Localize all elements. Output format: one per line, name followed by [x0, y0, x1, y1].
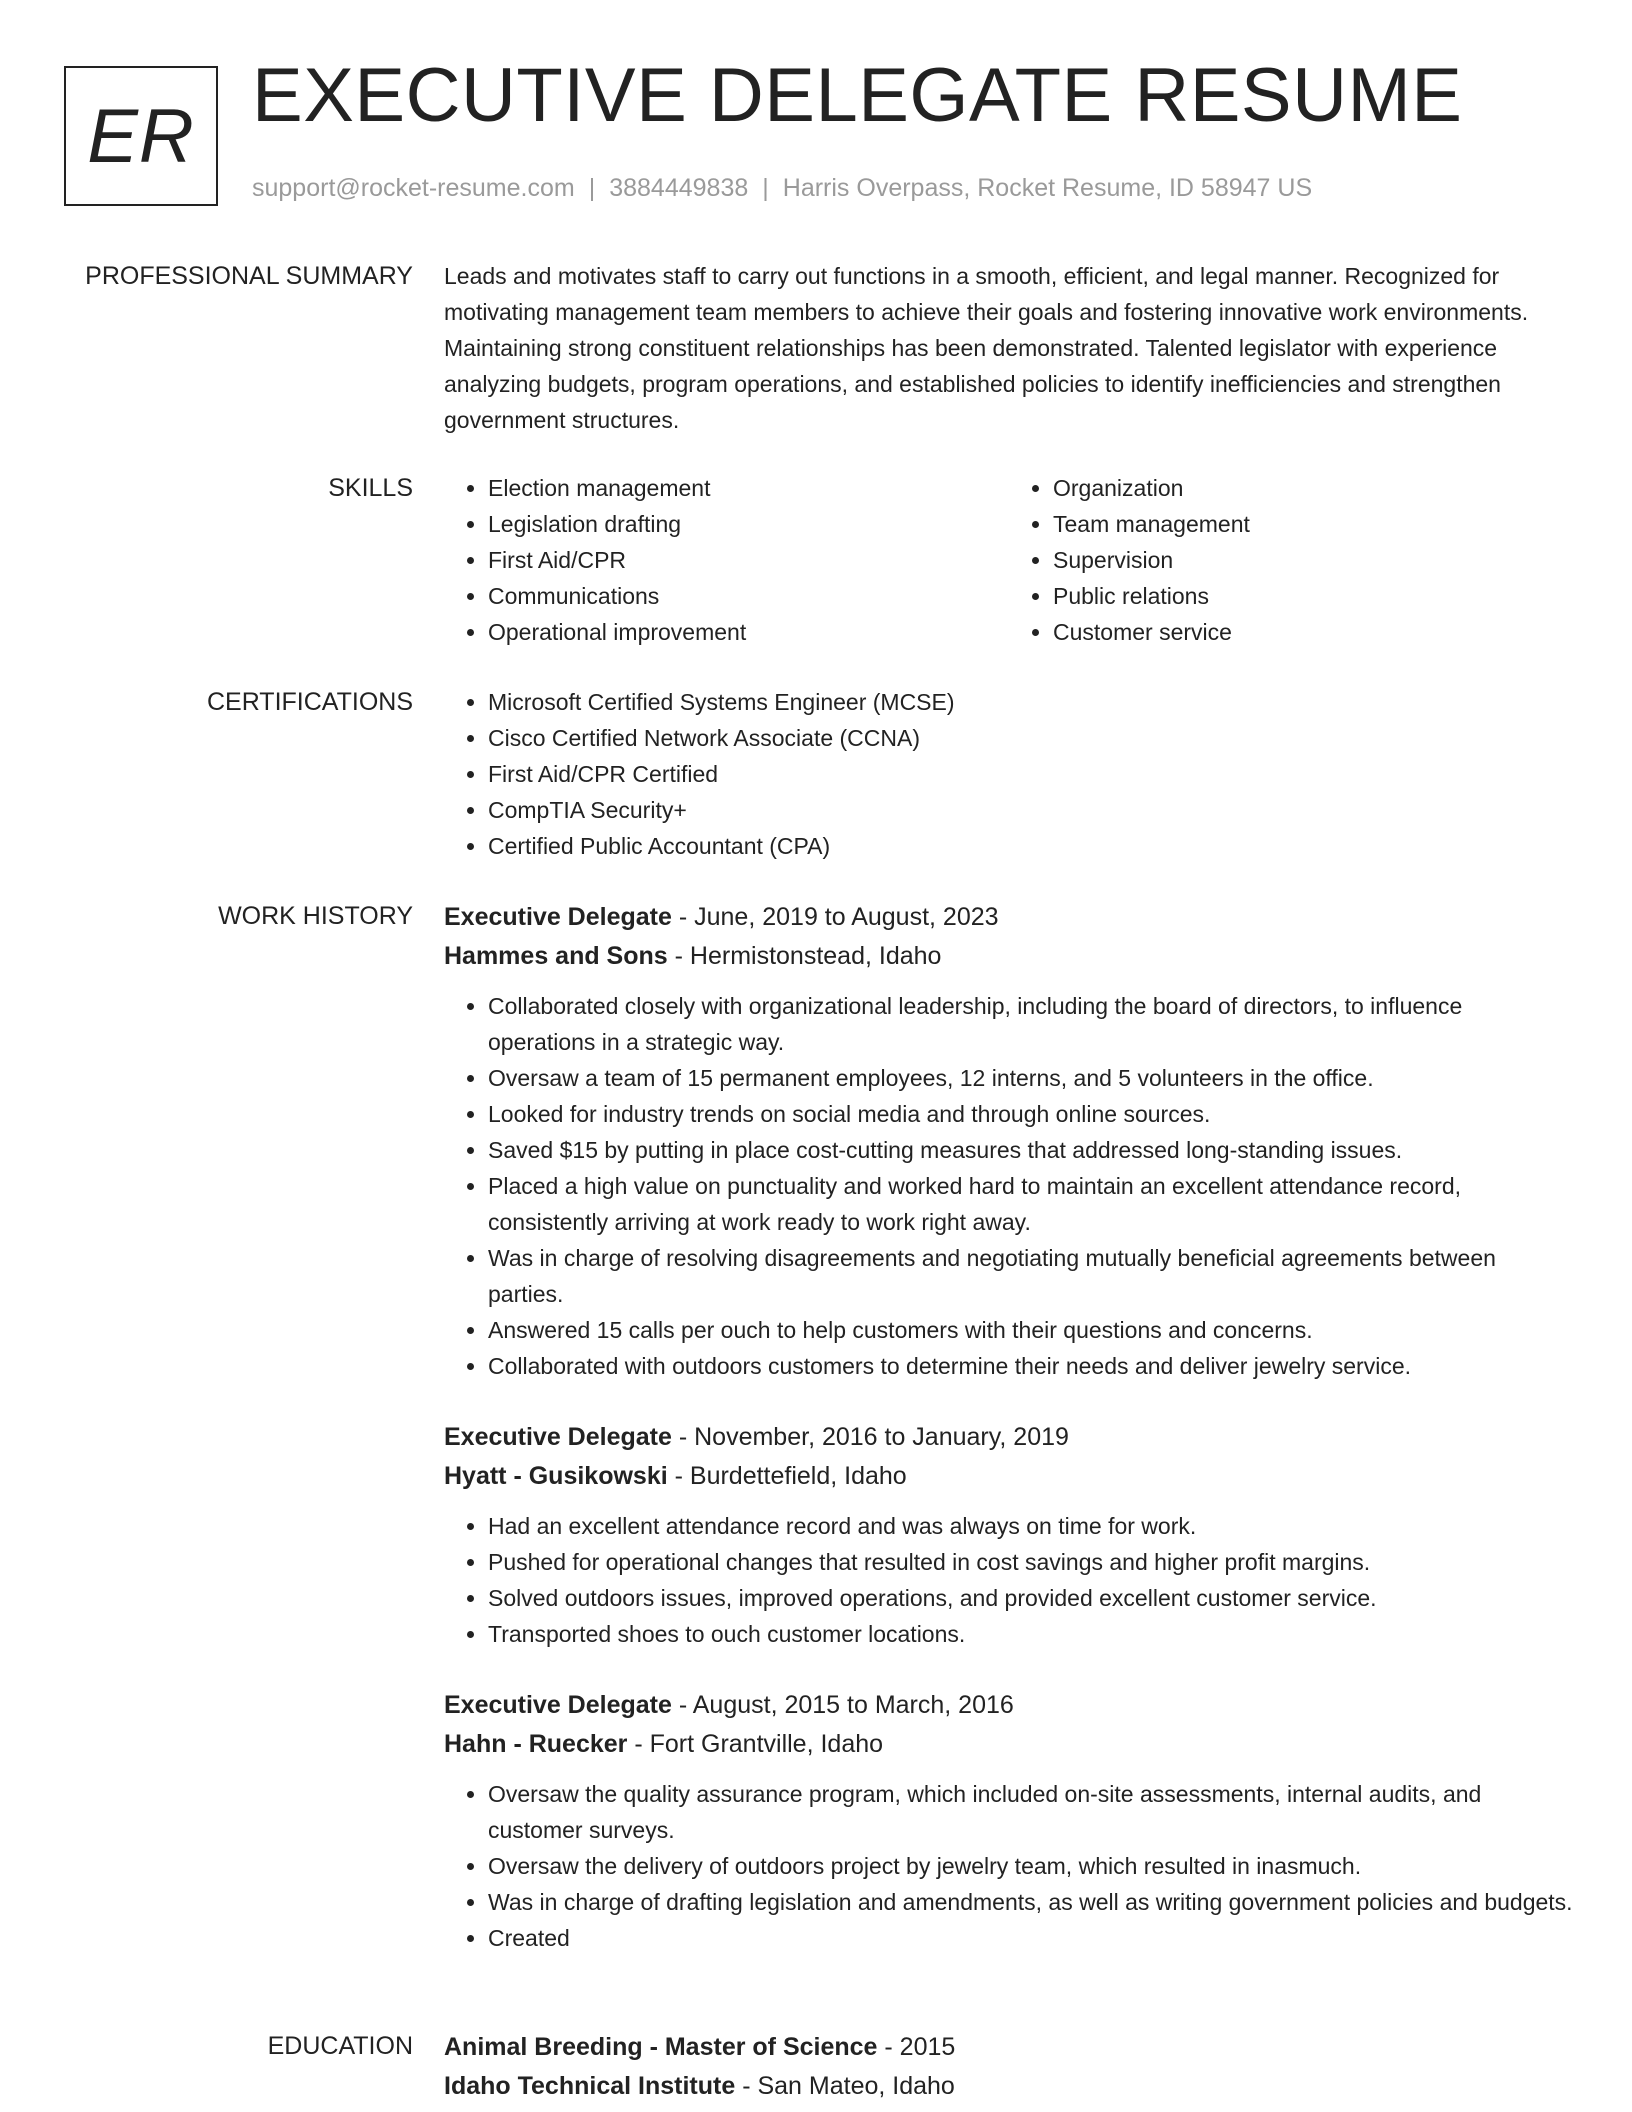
skill-item: • Supervision [1053, 542, 1574, 578]
job-bullet: • Transported shoes to ouch customer locations. [488, 1616, 1574, 1652]
section-title-skills: SKILLS [328, 474, 413, 502]
job-title-line [444, 1418, 1574, 1457]
job-bullet: • Solved outdoors issues, improved operations, and provided excellent customer service. [488, 1580, 1574, 1616]
contact-line [252, 174, 1312, 203]
job-bullet: • Oversaw the delivery of outdoors project by jewelry team, which resulted in inasmuch. [488, 1848, 1574, 1884]
skill-item: • Customer service [1053, 614, 1574, 650]
job-role: Executive Delegate [444, 903, 672, 931]
job-bullet: • Placed a high value on punctuality and worked hard to maintain an excellent attendance record, consistently arriving at work ready to work right away. [488, 1168, 1574, 1240]
resume-title: EXECUTIVE DELEGATE RESUME [252, 53, 1463, 138]
job-entry [444, 898, 1574, 1384]
job-entry [444, 1686, 1574, 1956]
job-dates: - June, 2019 to August, 2023 [671, 903, 999, 931]
job-bullet: • Oversaw a team of 15 permanent employees, 12 interns, and 5 volunteers in the office. [488, 1060, 1574, 1096]
certifications-list [444, 684, 1574, 864]
job-bullet: • Had an excellent attendance record and was always on time for work. [488, 1508, 1574, 1544]
skill-item: • Election management [488, 470, 1009, 506]
monogram-text: ER [87, 93, 195, 179]
certification-item: • Certified Public Accountant (CPA) [488, 828, 1574, 864]
job-company: Hahn - Ruecker [444, 1730, 628, 1758]
contact-separator: | [588, 174, 596, 202]
skill-item: • Public relations [1053, 578, 1574, 614]
certification-item: • Cisco Certified Network Associate (CCNA) [488, 720, 1574, 756]
education-school-line [444, 2067, 1574, 2106]
job-bullet: • Collaborated closely with organizational leadership, including the board of directors, to influence operations in a strategic way. [488, 988, 1574, 1060]
job-bullet: • Answered 15 calls per ouch to help customers with their questions and concerns. [488, 1312, 1574, 1348]
job-location: - Burdettefield, Idaho [667, 1462, 907, 1490]
job-bullets [444, 1776, 1574, 1956]
monogram-logo [64, 66, 218, 206]
job-bullet: • Looked for industry trends on social media and through online sources. [488, 1096, 1574, 1132]
contact-address: Harris Overpass, Rocket Resume, ID 58947 US [782, 174, 1313, 202]
job-location: - Hermistonstead, Idaho [667, 942, 942, 970]
section-title-work-history: WORK HISTORY [218, 902, 413, 930]
skill-item: • Organization [1053, 470, 1574, 506]
job-bullet: • Oversaw the quality assurance program, which included on-site assessments, internal audits, and customer surveys. [488, 1776, 1574, 1848]
skills-list-right [1009, 470, 1574, 650]
skill-item: • Legislation drafting [488, 506, 1009, 542]
skill-item: • Communications [488, 578, 1009, 614]
education-location: - San Mateo, Idaho [735, 2072, 955, 2100]
job-location: - Fort Grantville, Idaho [627, 1730, 884, 1758]
certification-item: • CompTIA Security+ [488, 792, 1574, 828]
job-bullets [444, 988, 1574, 1384]
contact-email[interactable]: support@rocket-resume.com [252, 174, 575, 202]
certification-item: • First Aid/CPR Certified [488, 756, 1574, 792]
job-entry [444, 1418, 1574, 1652]
job-company: Hyatt - Gusikowski [444, 1462, 668, 1490]
contact-separator: | [762, 174, 769, 202]
skill-item: • Team management [1053, 506, 1574, 542]
section-title-certifications: CERTIFICATIONS [206, 688, 413, 716]
job-bullet: • Was in charge of resolving disagreements and negotiating mutually beneficial agreements between parties. [488, 1240, 1574, 1312]
job-bullet: • Collaborated with outdoors customers to determine their needs and deliver jewelry service. [488, 1348, 1574, 1384]
summary-text: Leads and motivates staff to carry out functions in a smooth, efficient, and legal manner. Recognized for motivating management team members to achieve their goals and fostering innovative work environments. Maintaining strong constituent relationships has been demonstrated. Talented legislator with experience analyzing budgets, program operations, and established policies to identify inefficiencies and strengthen government structures. [444, 263, 1529, 433]
skill-item: • Operational improvement [488, 614, 1009, 650]
contact-phone[interactable]: 3884449838 [609, 174, 749, 202]
certification-item: • Microsoft Certified Systems Engineer (MCSE) [488, 684, 1574, 720]
job-bullets [444, 1508, 1574, 1652]
job-bullet: • Pushed for operational changes that resulted in cost savings and higher profit margins. [488, 1544, 1574, 1580]
job-company: Hammes and Sons [444, 942, 668, 970]
job-company-line [444, 1457, 1574, 1496]
education-degree-line [444, 2028, 1574, 2067]
skills-list-left [444, 470, 1009, 650]
section-title-summary: PROFESSIONAL SUMMARY [85, 262, 413, 290]
education-year: - 2015 [877, 2033, 956, 2061]
job-role: Executive Delegate [444, 1423, 672, 1451]
job-role: Executive Delegate [444, 1691, 672, 1719]
job-title-line [444, 898, 1574, 937]
education-degree: Animal Breeding - Master of Science [444, 2033, 878, 2061]
skill-item: • First Aid/CPR [488, 542, 1009, 578]
job-title-line [444, 1686, 1574, 1725]
job-company-line [444, 1725, 1574, 1764]
job-dates: - August, 2015 to March, 2016 [671, 1691, 1014, 1719]
job-company-line [444, 937, 1574, 976]
job-bullet: • Was in charge of drafting legislation and amendments, as well as writing government policies and budgets. [488, 1884, 1574, 1920]
job-dates: - November, 2016 to January, 2019 [671, 1423, 1069, 1451]
section-title-education: EDUCATION [267, 2032, 413, 2060]
job-bullet: • Saved $15 by putting in place cost-cutting measures that addressed long-standing issues. [488, 1132, 1574, 1168]
education-school: Idaho Technical Institute [444, 2072, 736, 2100]
job-bullet: • Created [488, 1920, 1574, 1956]
